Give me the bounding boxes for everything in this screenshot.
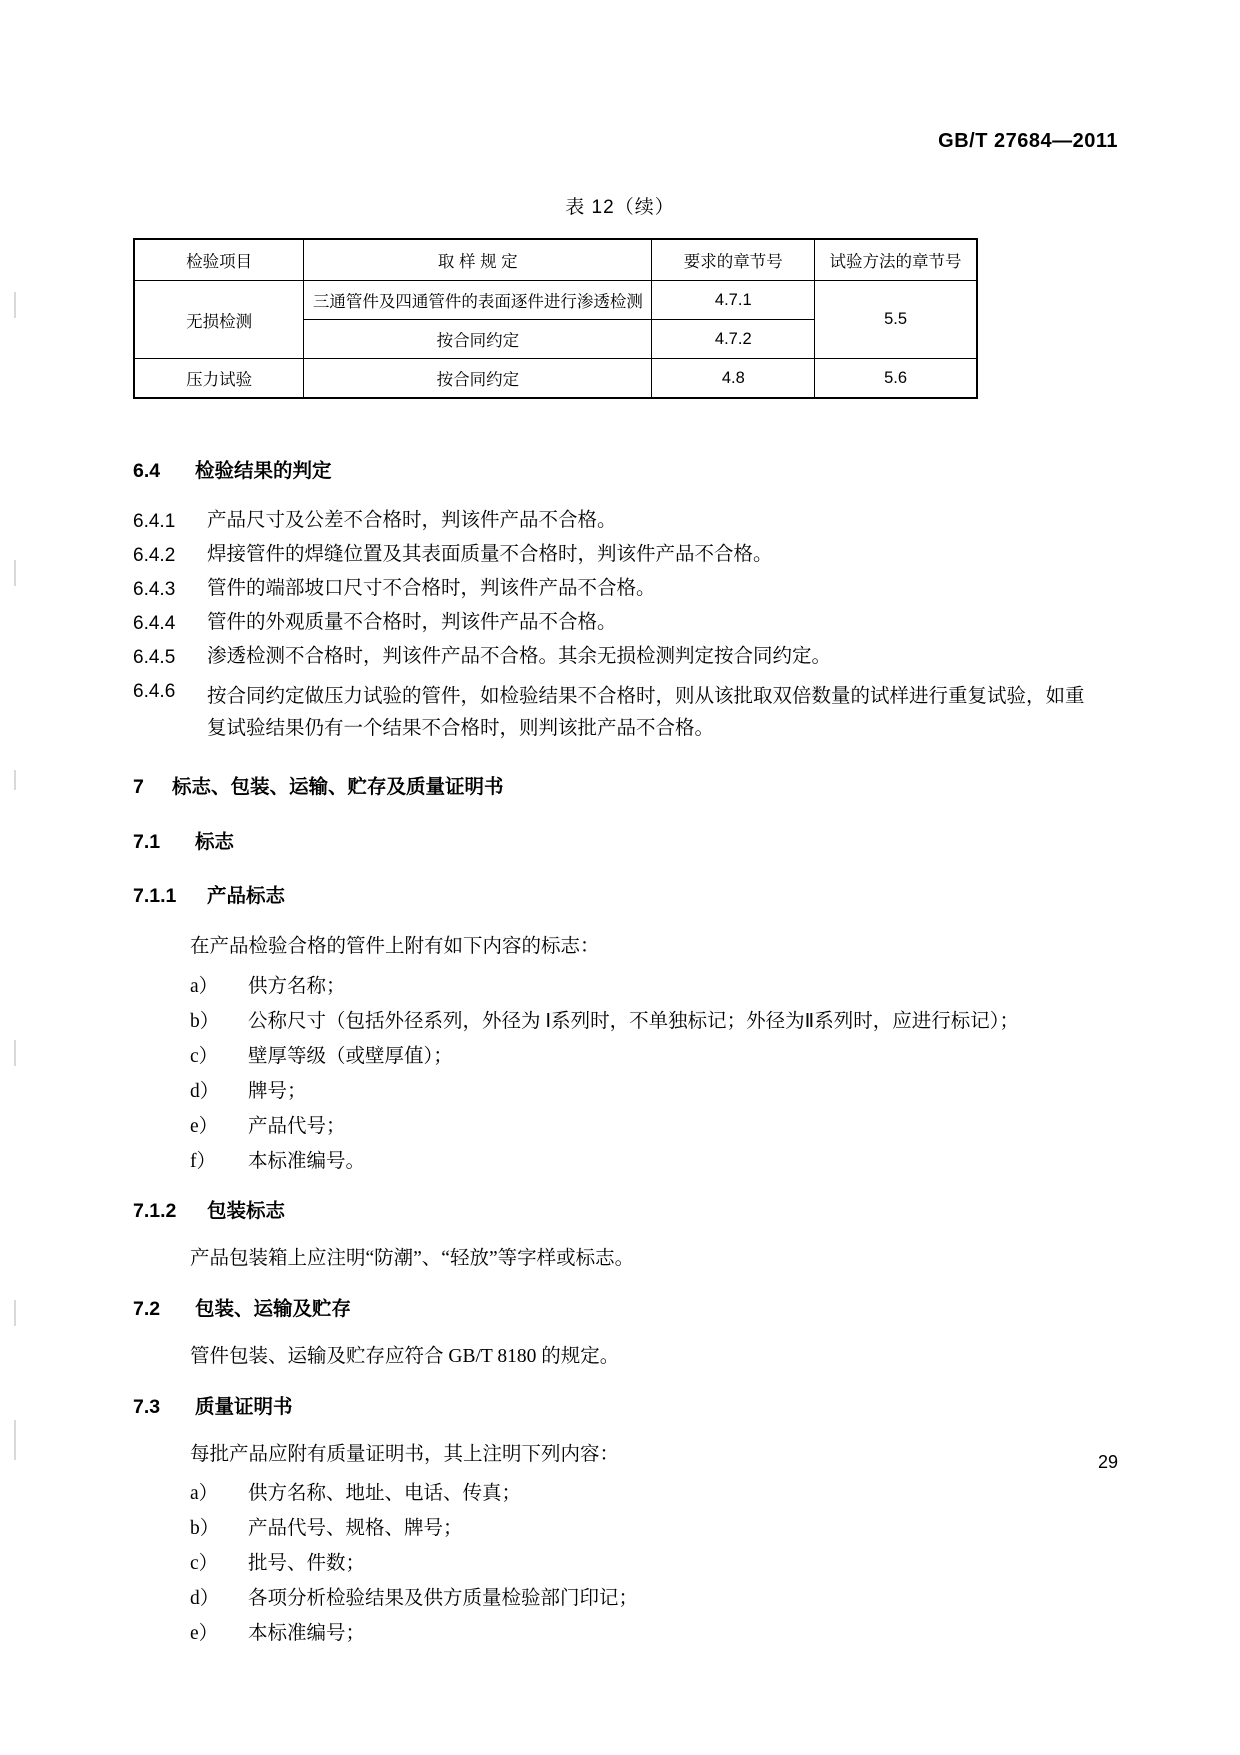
clause-7-3-lead: 每批产品应附有质量证明书，其上注明下列内容： bbox=[190, 1444, 620, 1465]
cell-req-pressure: 4.8 bbox=[652, 359, 815, 399]
section-6-4-title: 检验结果的判定 bbox=[195, 460, 332, 482]
clause-6-4-3-number: 6.4.3 bbox=[133, 579, 176, 600]
section-7-1-1-number: 7.1.1 bbox=[133, 885, 177, 907]
registration-tick bbox=[14, 560, 16, 586]
registration-tick bbox=[14, 1300, 16, 1326]
clause-7-1-2-body: 产品包装箱上应注明“防潮”、“轻放”等字样或标志。 bbox=[190, 1248, 635, 1269]
registration-tick bbox=[14, 1040, 16, 1066]
cell-rule-ndt-1: 三通管件及四通管件的表面逐件进行渗透检测 bbox=[304, 281, 652, 320]
clause-6-4-1-number: 6.4.1 bbox=[133, 511, 176, 532]
clause-6-4-3-text: 管件的端部坡口尺寸不合格时，判该件产品不合格。 bbox=[207, 578, 656, 599]
section-7-title: 标志、包装、运输、贮存及质量证明书 bbox=[172, 776, 504, 798]
inspection-table bbox=[133, 238, 978, 399]
list-item: 产品代号； bbox=[248, 1116, 346, 1137]
cell-rule-ndt-2: 按合同约定 bbox=[304, 320, 652, 359]
registration-tick bbox=[14, 770, 16, 790]
section-7-1-1-title: 产品标志 bbox=[207, 885, 286, 907]
list-item: 壁厚等级（或壁厚值）； bbox=[248, 1046, 453, 1067]
list-item: 批号、件数； bbox=[248, 1553, 366, 1574]
clause-6-4-2-number: 6.4.2 bbox=[133, 545, 176, 566]
table-12-continued bbox=[133, 238, 978, 399]
registration-tick bbox=[14, 1420, 16, 1460]
clause-6-4-6-text: 按合同约定做压力试验的管件，如检验结果不合格时，则从该批取双倍数量的试样进行重复试验，如重复试验结果仍有一个结果不合格时，则判该批产品不合格。 bbox=[207, 686, 1085, 739]
cell-rule-pressure: 按合同约定 bbox=[304, 359, 652, 399]
table-header-row bbox=[134, 239, 977, 281]
clause-7-1-1-lead: 在产品检验合格的管件上附有如下内容的标志： bbox=[190, 936, 600, 957]
list-item-label: b） bbox=[190, 1011, 220, 1032]
page-number: 29 bbox=[1097, 1452, 1118, 1472]
list-item-label: c） bbox=[190, 1046, 219, 1067]
list-item: 各项分析检验结果及供方质量检验部门印记； bbox=[248, 1588, 639, 1609]
section-7-2-title: 包装、运输及贮存 bbox=[195, 1298, 352, 1320]
list-item: 本标准编号； bbox=[248, 1623, 366, 1644]
table-row bbox=[134, 359, 977, 399]
column-header-rule: 取 样 规 定 bbox=[304, 239, 652, 281]
column-header-item: 检验项目 bbox=[134, 239, 304, 281]
clause-6-4-5-text: 渗透检测不合格时，判该件产品不合格。其余无损检测判定按合同约定。 bbox=[207, 646, 832, 667]
list-item-label: d） bbox=[190, 1588, 220, 1609]
column-header-requirement: 要求的章节号 bbox=[652, 239, 815, 281]
registration-tick bbox=[14, 292, 16, 318]
section-6-4-number: 6.4 bbox=[133, 460, 161, 482]
column-header-test-method: 试验方法的章节号 bbox=[815, 239, 977, 281]
cell-req-ndt-1: 4.7.1 bbox=[652, 281, 815, 320]
table-caption: 表 12（续） bbox=[565, 197, 675, 218]
list-item-label: d） bbox=[190, 1081, 220, 1102]
section-7-3-number: 7.3 bbox=[133, 1396, 161, 1418]
list-item-label: b） bbox=[190, 1518, 220, 1539]
list-item-label: f） bbox=[190, 1151, 216, 1172]
cell-test-ndt: 5.5 bbox=[815, 281, 977, 359]
section-7-1-title: 标志 bbox=[195, 831, 235, 853]
clause-6-4-1-text: 产品尺寸及公差不合格时，判该件产品不合格。 bbox=[207, 510, 617, 531]
clause-6-4-6-number: 6.4.6 bbox=[133, 681, 176, 702]
list-item: 本标准编号。 bbox=[248, 1151, 366, 1172]
list-item-label: a） bbox=[190, 976, 219, 997]
list-item-label: c） bbox=[190, 1553, 219, 1574]
section-7-2-number: 7.2 bbox=[133, 1298, 161, 1320]
clause-6-4-4-text: 管件的外观质量不合格时，判该件产品不合格。 bbox=[207, 612, 617, 633]
section-7-3-title: 质量证明书 bbox=[195, 1396, 293, 1418]
list-item: 供方名称； bbox=[248, 976, 346, 997]
list-item: 牌号； bbox=[248, 1081, 307, 1102]
list-item: 供方名称、地址、电话、传真； bbox=[248, 1483, 522, 1504]
table-row bbox=[134, 281, 977, 320]
list-item-label: e） bbox=[190, 1116, 219, 1137]
list-item: 公称尺寸（包括外径系列，外径为 Ⅰ系列时，不单独标记；外径为Ⅱ系列时，应进行标记）； bbox=[248, 1011, 1019, 1032]
section-7-1-2-number: 7.1.2 bbox=[133, 1200, 177, 1222]
clause-6-4-4-number: 6.4.4 bbox=[133, 613, 176, 634]
clause-6-4-2-text: 焊接管件的焊缝位置及其表面质量不合格时，判该件产品不合格。 bbox=[207, 544, 773, 565]
clause-7-2-body: 管件包装、运输及贮存应符合 GB/T 8180 的规定。 bbox=[190, 1346, 620, 1367]
clause-6-4-5-number: 6.4.5 bbox=[133, 647, 176, 668]
section-7-1-2-title: 包装标志 bbox=[207, 1200, 286, 1222]
list-item: 产品代号、规格、牌号； bbox=[248, 1518, 463, 1539]
section-7-1-number: 7.1 bbox=[133, 831, 161, 853]
cell-item-ndt: 无损检测 bbox=[134, 281, 304, 359]
cell-test-pressure: 5.6 bbox=[815, 359, 977, 399]
list-item-label: a） bbox=[190, 1483, 219, 1504]
cell-item-pressure: 压力试验 bbox=[134, 359, 304, 399]
cell-req-ndt-2: 4.7.2 bbox=[652, 320, 815, 359]
standard-number-header: GB/T 27684—2011 bbox=[938, 130, 1118, 152]
list-item-label: e） bbox=[190, 1623, 219, 1644]
section-7-number: 7 bbox=[133, 776, 144, 798]
